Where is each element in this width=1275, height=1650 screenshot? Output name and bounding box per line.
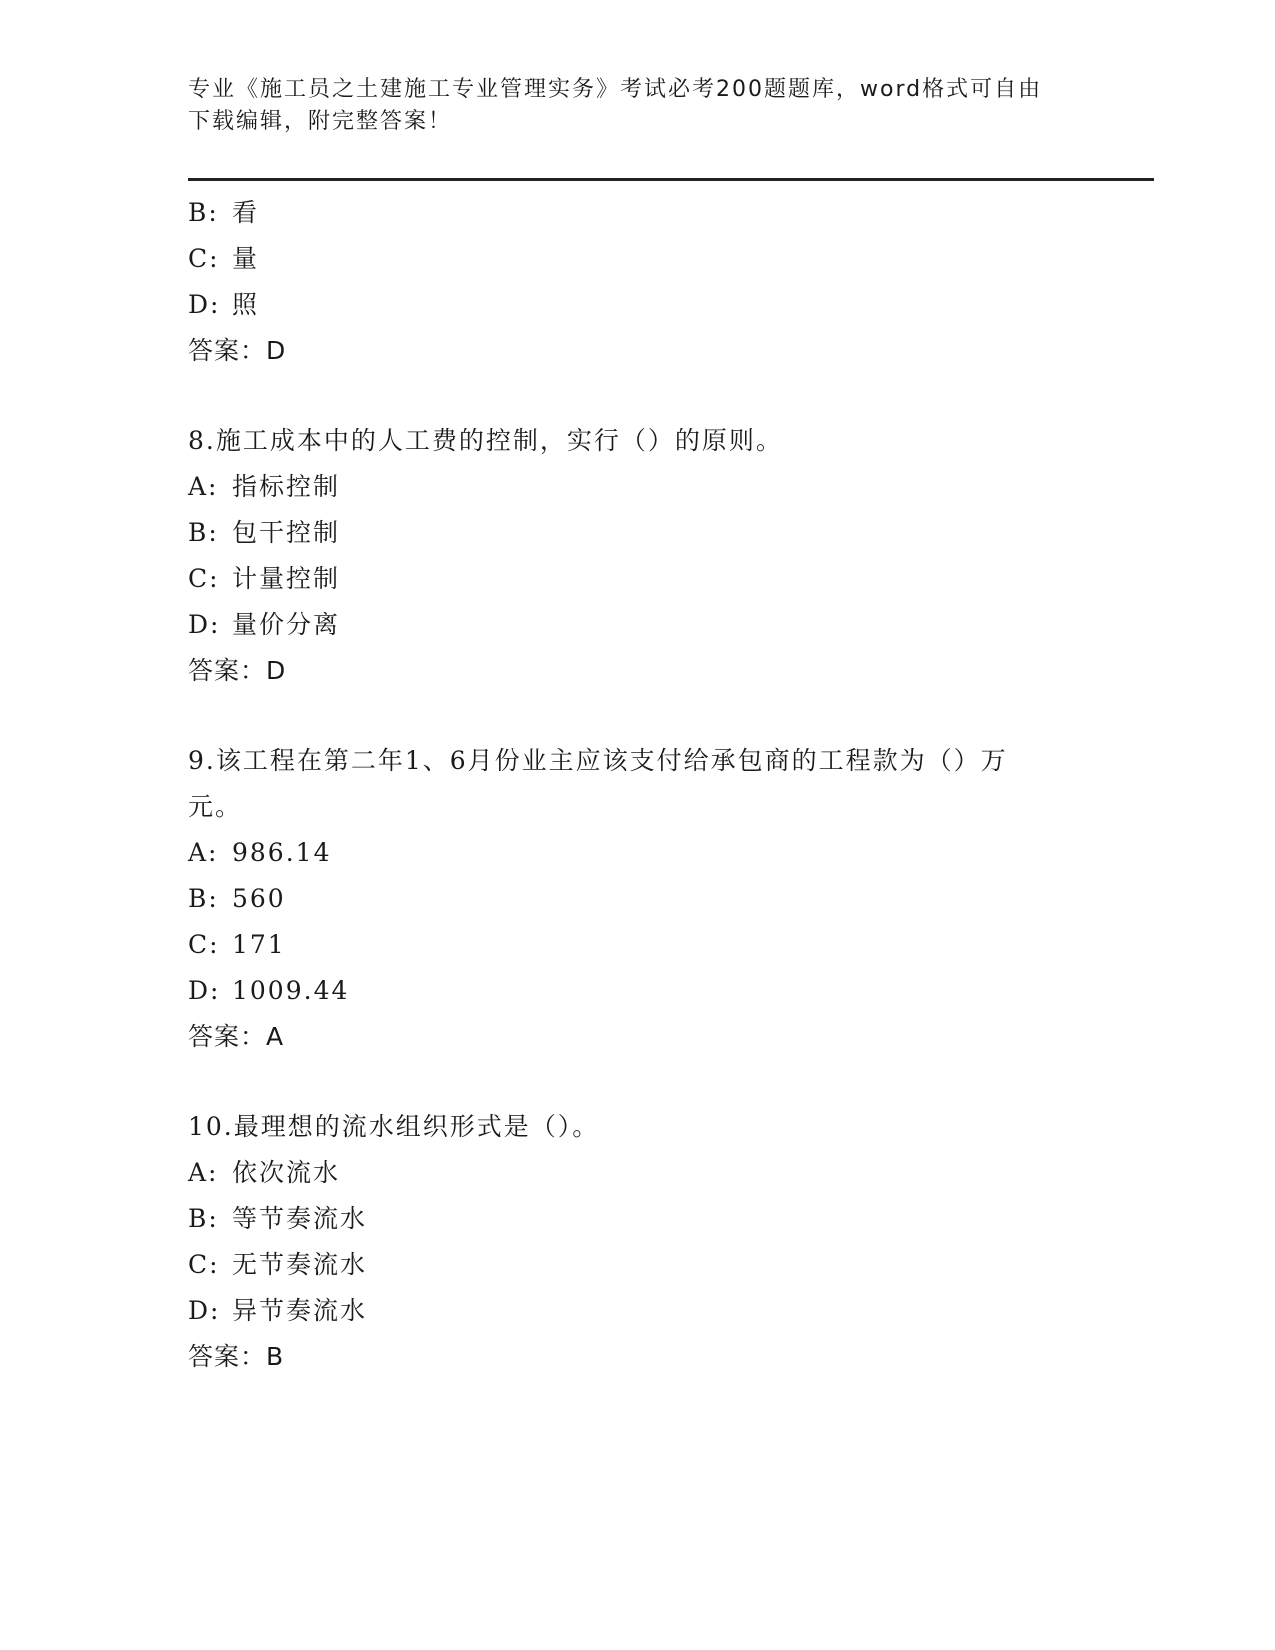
option-prefix: C:: [188, 1250, 220, 1279]
option-prefix: D:: [188, 976, 221, 1005]
option-a: [188, 1150, 1088, 1196]
partial-question: [188, 190, 1088, 374]
option-d: [188, 1288, 1088, 1334]
option-prefix: A:: [188, 838, 219, 867]
option-prefix: C:: [188, 244, 220, 273]
option-prefix: A:: [188, 1158, 219, 1187]
option-prefix: D:: [188, 1296, 221, 1325]
option-text: 依次流水: [232, 1158, 341, 1187]
option-text: 无节奏流水: [232, 1250, 368, 1279]
option-text: 指标控制: [232, 472, 341, 501]
option-b: [188, 1196, 1088, 1242]
question-stem: 10.最理想的流水组织形式是（）。: [188, 1112, 600, 1141]
option-text: 量: [232, 244, 260, 273]
option-text: 等节奏流水: [232, 1204, 368, 1233]
answer-line: 答案：D: [188, 656, 287, 685]
option-text: 包干控制: [232, 518, 341, 547]
question-10: [188, 1104, 1088, 1380]
option-text: 异节奏流水: [232, 1296, 368, 1325]
document-header: [188, 74, 1088, 138]
option-prefix: D:: [188, 610, 221, 639]
question-9: [188, 738, 1088, 1060]
answer-line: 答案：A: [188, 1022, 285, 1051]
option-text: 照: [232, 290, 260, 319]
header-title-line-1: 专业《施工员之土建施工专业管理实务》考试必考200题题库，word格式可自由: [188, 77, 1043, 102]
option-text: 看: [232, 198, 260, 227]
option-prefix: A:: [188, 472, 219, 501]
option-a: [188, 830, 1088, 876]
option-prefix: B:: [188, 1204, 219, 1233]
option-text: 560: [232, 884, 286, 913]
option-prefix: B:: [188, 198, 219, 227]
option-prefix: B:: [188, 884, 219, 913]
document-body: [188, 190, 1088, 1380]
option-prefix: C:: [188, 564, 220, 593]
option-prefix: B:: [188, 518, 219, 547]
option-prefix: C:: [188, 930, 220, 959]
header-divider: [188, 178, 1154, 181]
option-c: [188, 1242, 1088, 1288]
option-text: 171: [232, 930, 286, 959]
question-stem: 9.该工程在第二年1、6月份业主应该支付给承包商的工程款为（）万元。: [188, 746, 1008, 821]
answer-line: 答案：D: [188, 336, 287, 365]
option-b: [188, 510, 1088, 556]
option-c: [188, 236, 1088, 282]
option-b: [188, 876, 1088, 922]
option-a: [188, 464, 1088, 510]
option-d: [188, 968, 1088, 1014]
option-d: [188, 602, 1088, 648]
question-stem: 8.施工成本中的人工费的控制，实行（）的原则。: [188, 426, 783, 455]
option-text: 量价分离: [232, 610, 341, 639]
option-b: [188, 190, 1088, 236]
question-8: [188, 418, 1088, 694]
option-text: 计量控制: [232, 564, 341, 593]
option-prefix: D:: [188, 290, 221, 319]
option-c: [188, 556, 1088, 602]
option-c: [188, 922, 1088, 968]
answer-line: 答案：B: [188, 1342, 285, 1371]
header-title-line-2: 下载编辑，附完整答案！: [188, 109, 453, 134]
option-d: [188, 282, 1088, 328]
option-text: 986.14: [232, 838, 332, 867]
option-text: 1009.44: [232, 976, 350, 1005]
